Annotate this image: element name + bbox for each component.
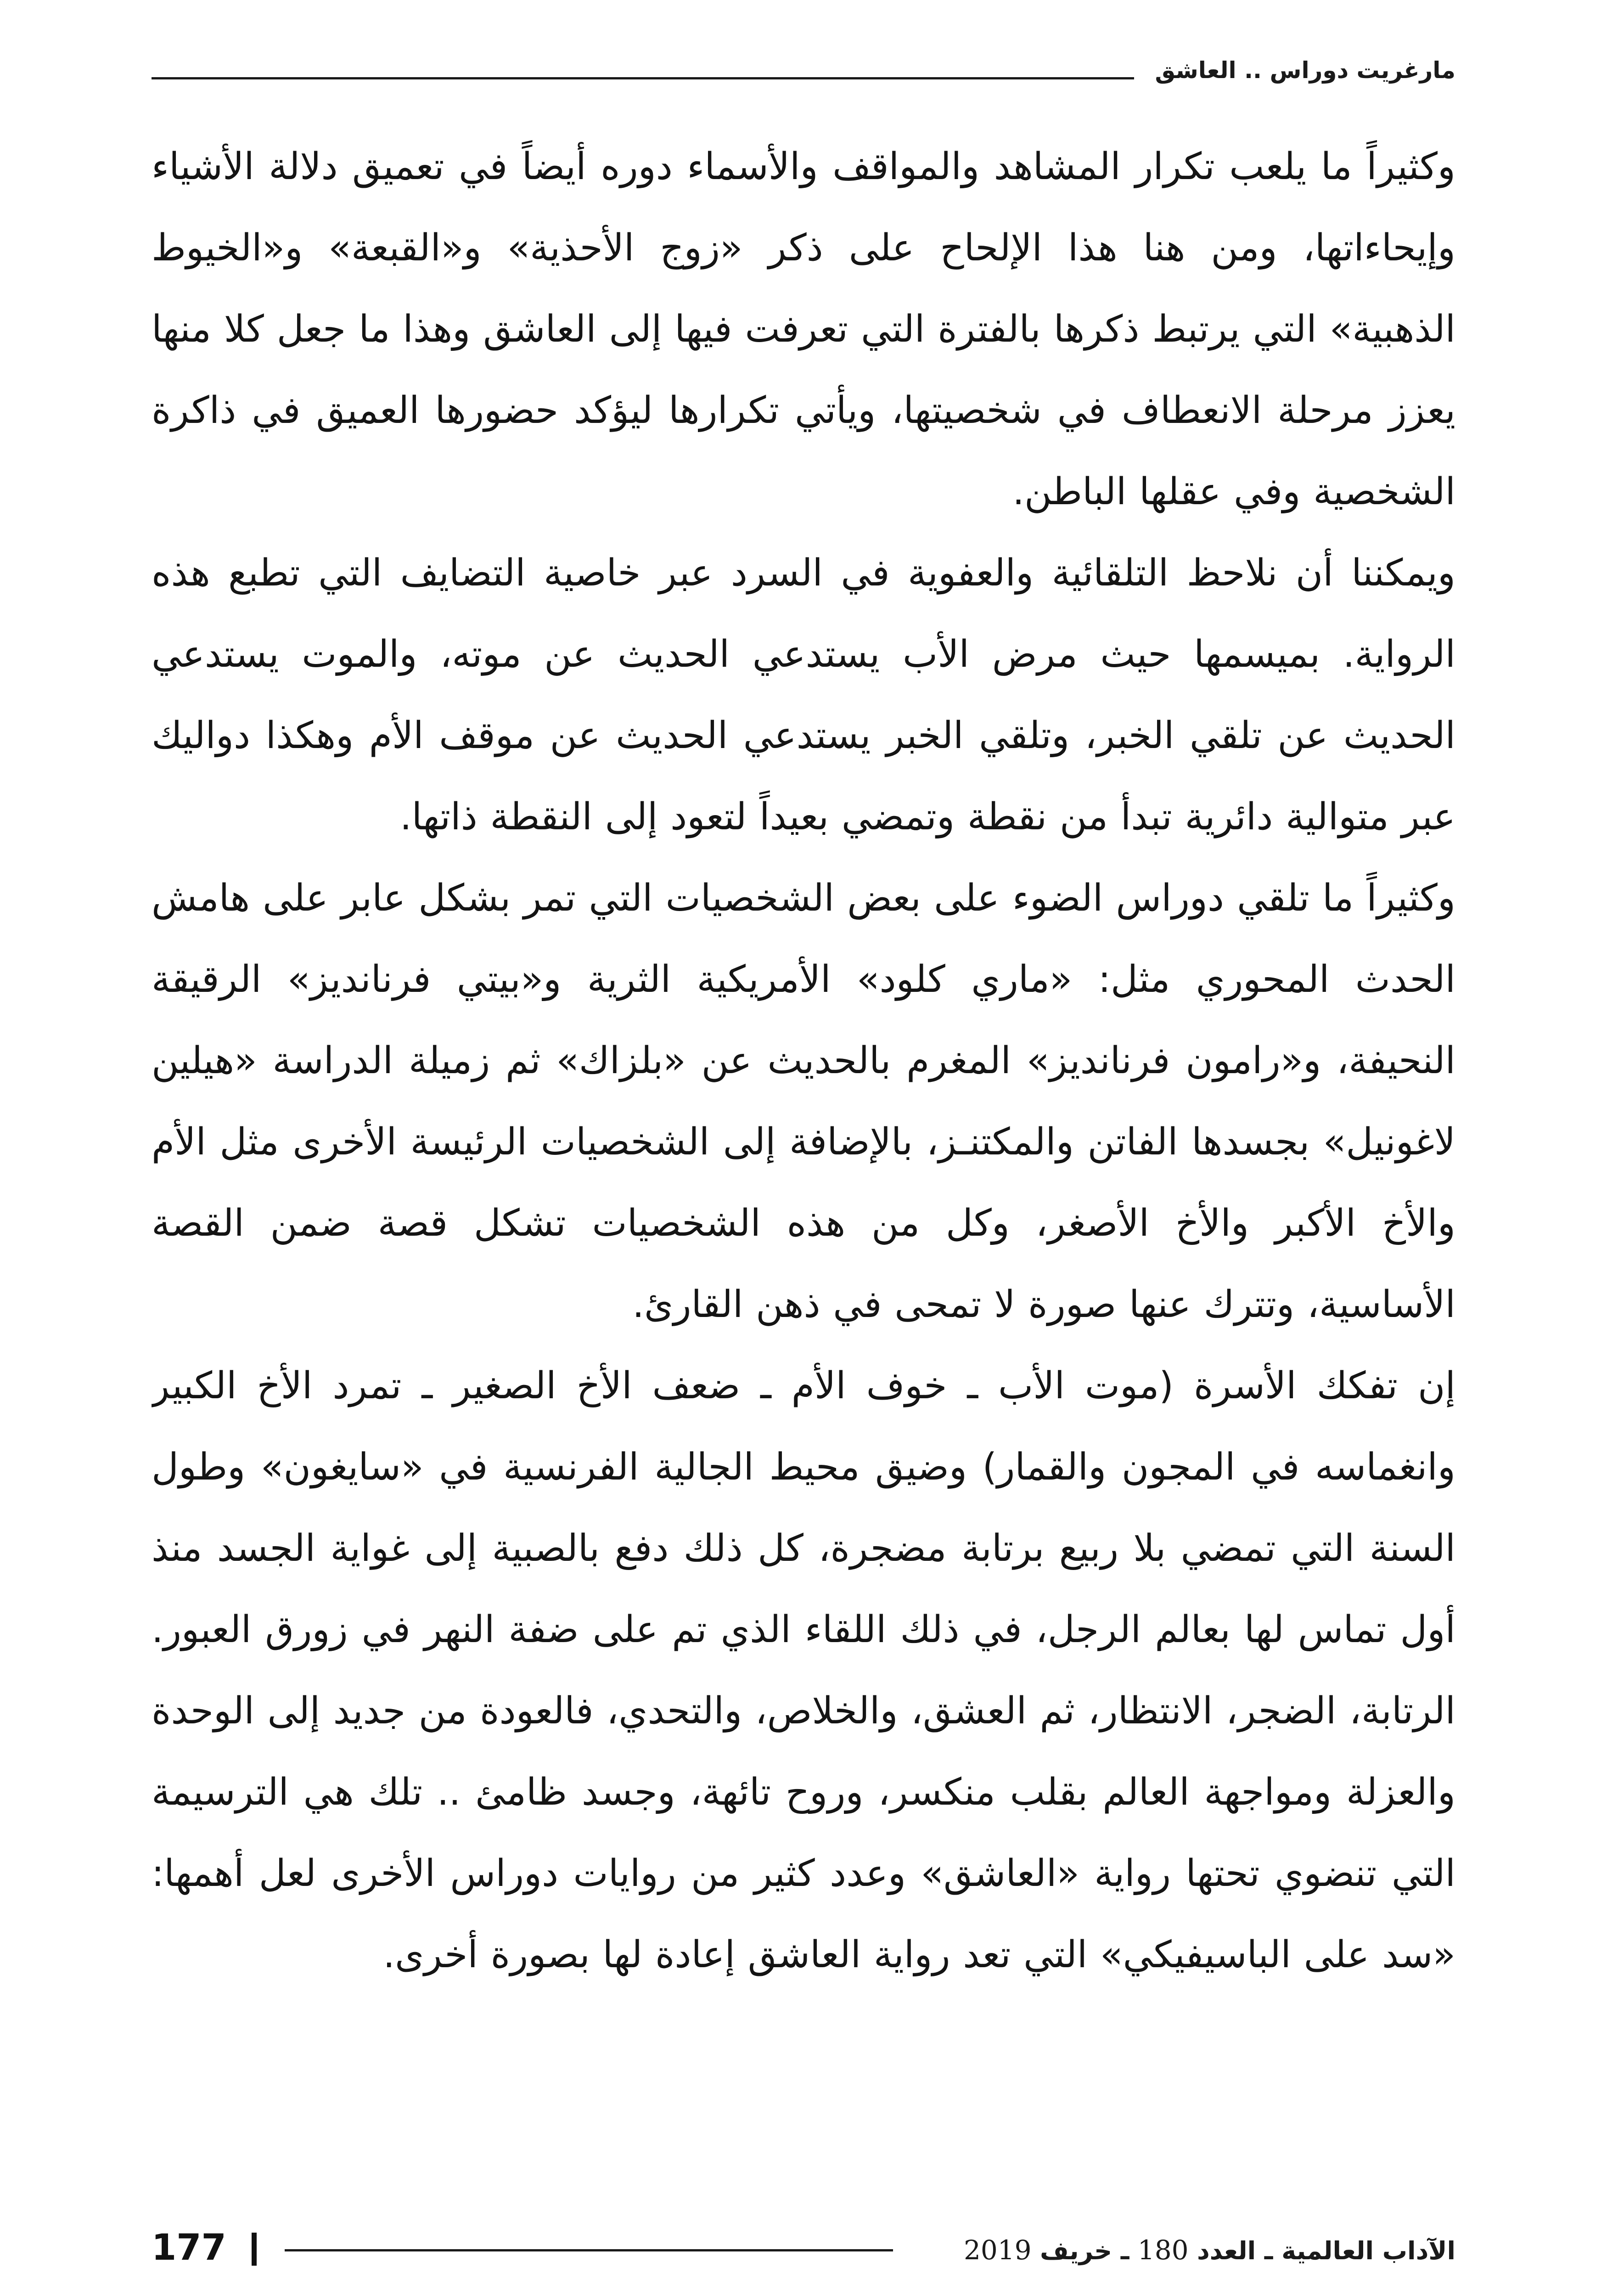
issue-number: 180 <box>1137 2234 1189 2266</box>
paragraph-3: وكثيراً ما تلقي دوراس الضوء على بعض الشخصيات التي تمر بشكل عابر على هامش الحدث المحوري مثل: «ماري كلود» الأمريكية الثرية و«بيتي فرنانديز» الرقيقة النحيفة، و«رامون فرنانديز» المغرم بالحديث عن «بلزاك» ثم زميلة الدراسة «هيلين لاغونيل» بجسدها الفاتن والمكتنـز، بالإضافة إلى الشخصيات الرئيسة الأخرى مثل الأم والأخ الأكبر والأخ الأصغر، وكل من هذه الشخصيات تشكل قصة ضمن القصة الأساسية، وتترك عنها صورة لا تمحى في ذهن القارئ. <box>152 877 1455 1326</box>
publication-year: 2019 <box>963 2234 1032 2266</box>
paragraph-1: وكثيراً ما يلعب تكرار المشاهد والمواقف والأسماء دوره أيضاً في تعميق دلالة الأشياء وإيحاءاتها، ومن هنا هذا الإلحاح على ذكر «زوج الأحذية» و«القبعة» و«الخيوط الذهبية» التي يرتبط ذكرها بالفترة التي تعرفت فيها إلى العاشق وهذا ما جعل كلا منها يعزز مرحلة الانعطاف في شخصيتها، ويأتي تكرارها ليؤكد حضورها العميق في ذاكرة الشخصية وفي عقلها الباطن. <box>152 145 1455 513</box>
journal-name: الآداب العالمية ـ العدد <box>1197 2236 1455 2265</box>
paragraph-4: إن تفكك الأسرة (موت الأب ـ خوف الأم ـ ضعف الأخ الصغير ـ تمرد الأخ الكبير وانغماسه في المجون والقمار) وضيق محيط الجالية الفرنسية في «سايغون» وطول السنة التي تمضي بلا ربيع برتابة مضجرة، كل ذلك دفع بالصبية إلى غواية الجسد منذ أول تماس لها بعالم الرجل، في ذلك اللقاء الذي تم على ضفة النهر في زورق العبور. الرتابة، الضجر، الانتظار، ثم العشق، والخلاص، والتحدي، فالعودة من جديد إلى الوحدة والعزلة ومواجهة العالم بقلب منكسر، وروح تائهة، وجسد ظامئ .. تلك هي الترسيمة التي تنضوي تحتها رواية «العاشق» وعدد كثير من روايات دوراس الأخرى لعل أهمها: «سد على الباسيفيكي» التي تعد رواية العاشق إعادة لها بصورة أخرى. <box>152 1364 1455 1976</box>
paragraph-2: ويمكننا أن نلاحظ التلقائية والعفوية في السرد عبر خاصية التضايف التي تطبع هذه الرواية. بميسمها حيث مرض الأب يستدعي الحديث عن موته، والموت يستدعي الحديث عن تلقي الخبر، وتلقي الخبر يستدعي الحديث عن موقف الأم وهكذا دواليك عبر متوالية دائرية تبدأ من نقطة وتمضي بعيداً لتعود إلى النقطة ذاتها. <box>152 551 1455 838</box>
footer-rule <box>285 2249 893 2251</box>
page-number-bar <box>252 2233 257 2266</box>
header-rule <box>152 77 1134 79</box>
journal-info <box>964 2227 1455 2274</box>
header-title: مارغريت دوراس .. العاشق <box>1155 57 1455 84</box>
page-number: 177 <box>152 2227 226 2268</box>
page-footer <box>152 2223 1455 2278</box>
article-body <box>152 126 1455 2183</box>
running-header <box>152 50 1455 96</box>
season-label: ـ خريف <box>1040 2236 1129 2265</box>
